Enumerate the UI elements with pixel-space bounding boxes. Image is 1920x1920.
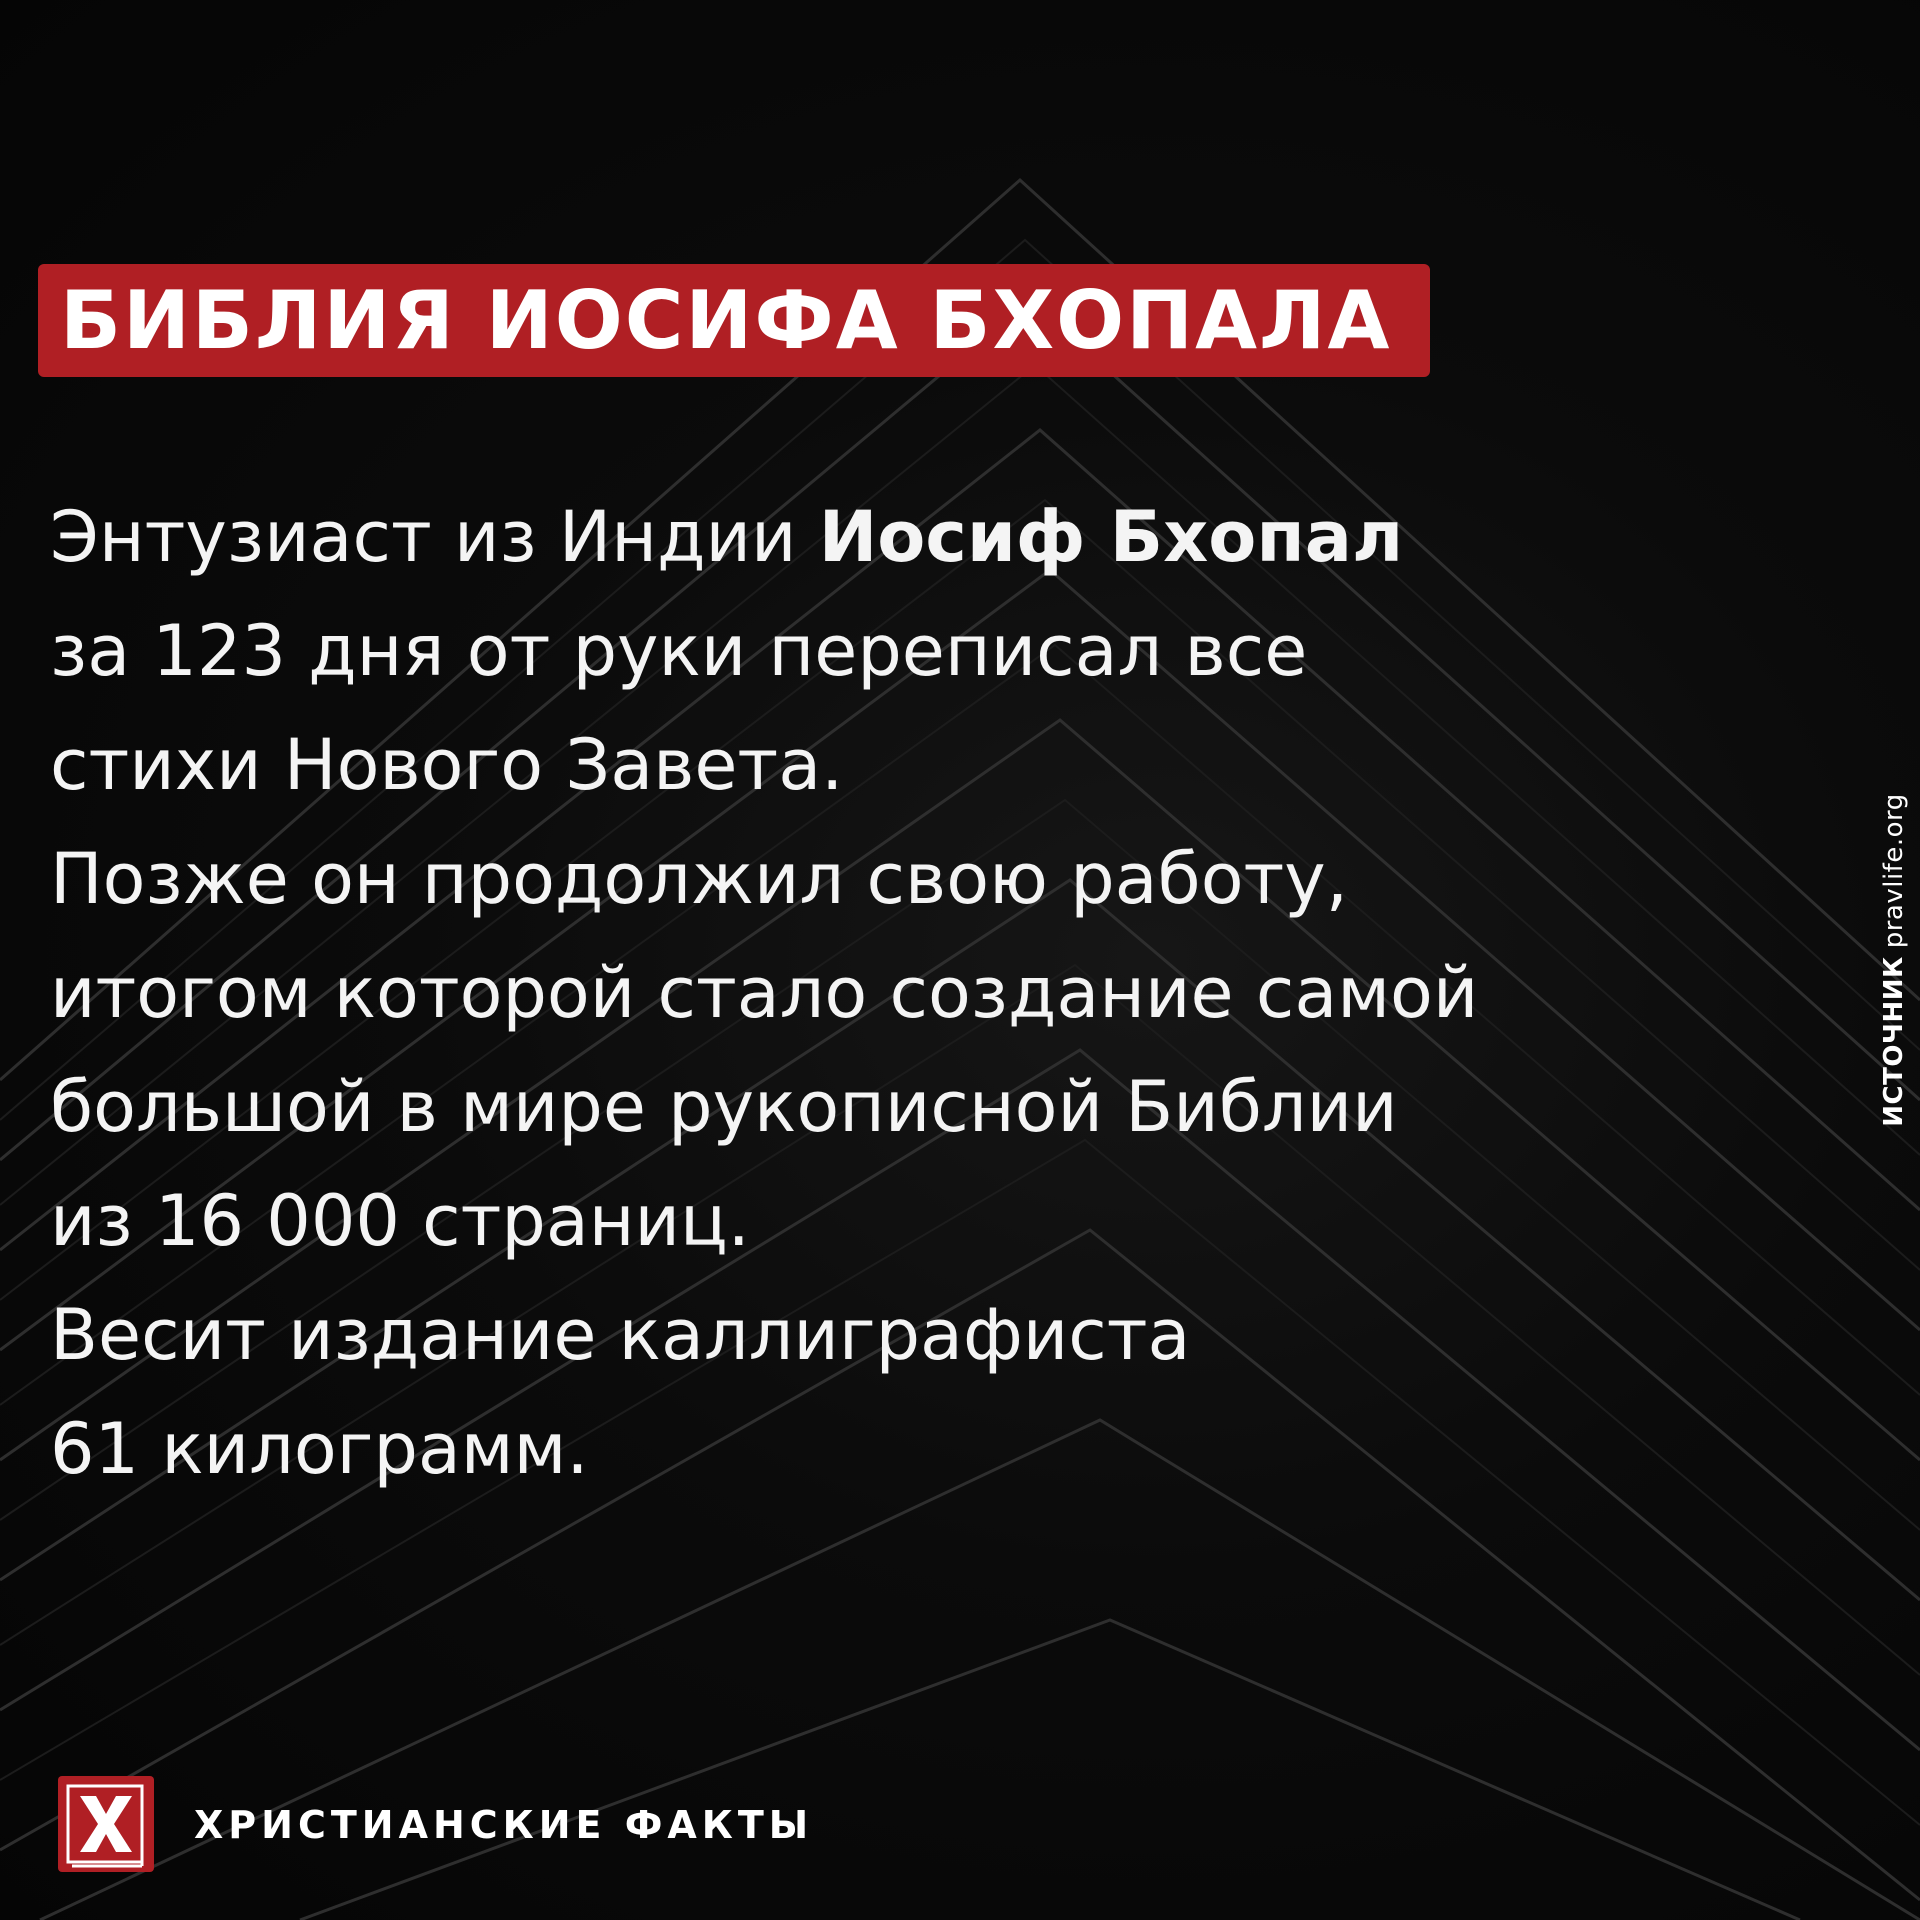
x-book-icon	[58, 1776, 154, 1872]
page-title: БИБЛИЯ ИОСИФА БХОПАЛА	[60, 273, 1392, 367]
body-line-5: итогом которой стало создание самой	[50, 952, 1479, 1034]
body-line-3: стихи Нового Завета.	[50, 724, 844, 806]
source-url: pravlife.org	[1879, 793, 1909, 949]
body-highlight-name: Иосиф Бхопал	[818, 496, 1404, 578]
fact-body	[50, 480, 1670, 1506]
source-label: ИСТОЧНИК	[1879, 956, 1909, 1127]
source-credit	[1879, 793, 1909, 1127]
body-line-1-text: Энтузиаст из Индии	[50, 496, 819, 578]
body-line-1	[50, 480, 1670, 594]
body-line-9: 61 килограмм.	[50, 1408, 589, 1490]
body-line-7: из 16 000 страниц.	[50, 1180, 750, 1262]
body-line-6: большой в мире рукописной Библии	[50, 1066, 1398, 1148]
body-line-2: за 123 дня от руки переписал все	[50, 610, 1308, 692]
title-banner	[38, 264, 1430, 377]
brand-name: ХРИСТИАНСКИЕ ФАКТЫ	[194, 1803, 814, 1847]
body-line-8: Весит издание каллиграфиста	[50, 1294, 1191, 1376]
body-line-4: Позже он продолжил свою работу,	[50, 838, 1348, 920]
